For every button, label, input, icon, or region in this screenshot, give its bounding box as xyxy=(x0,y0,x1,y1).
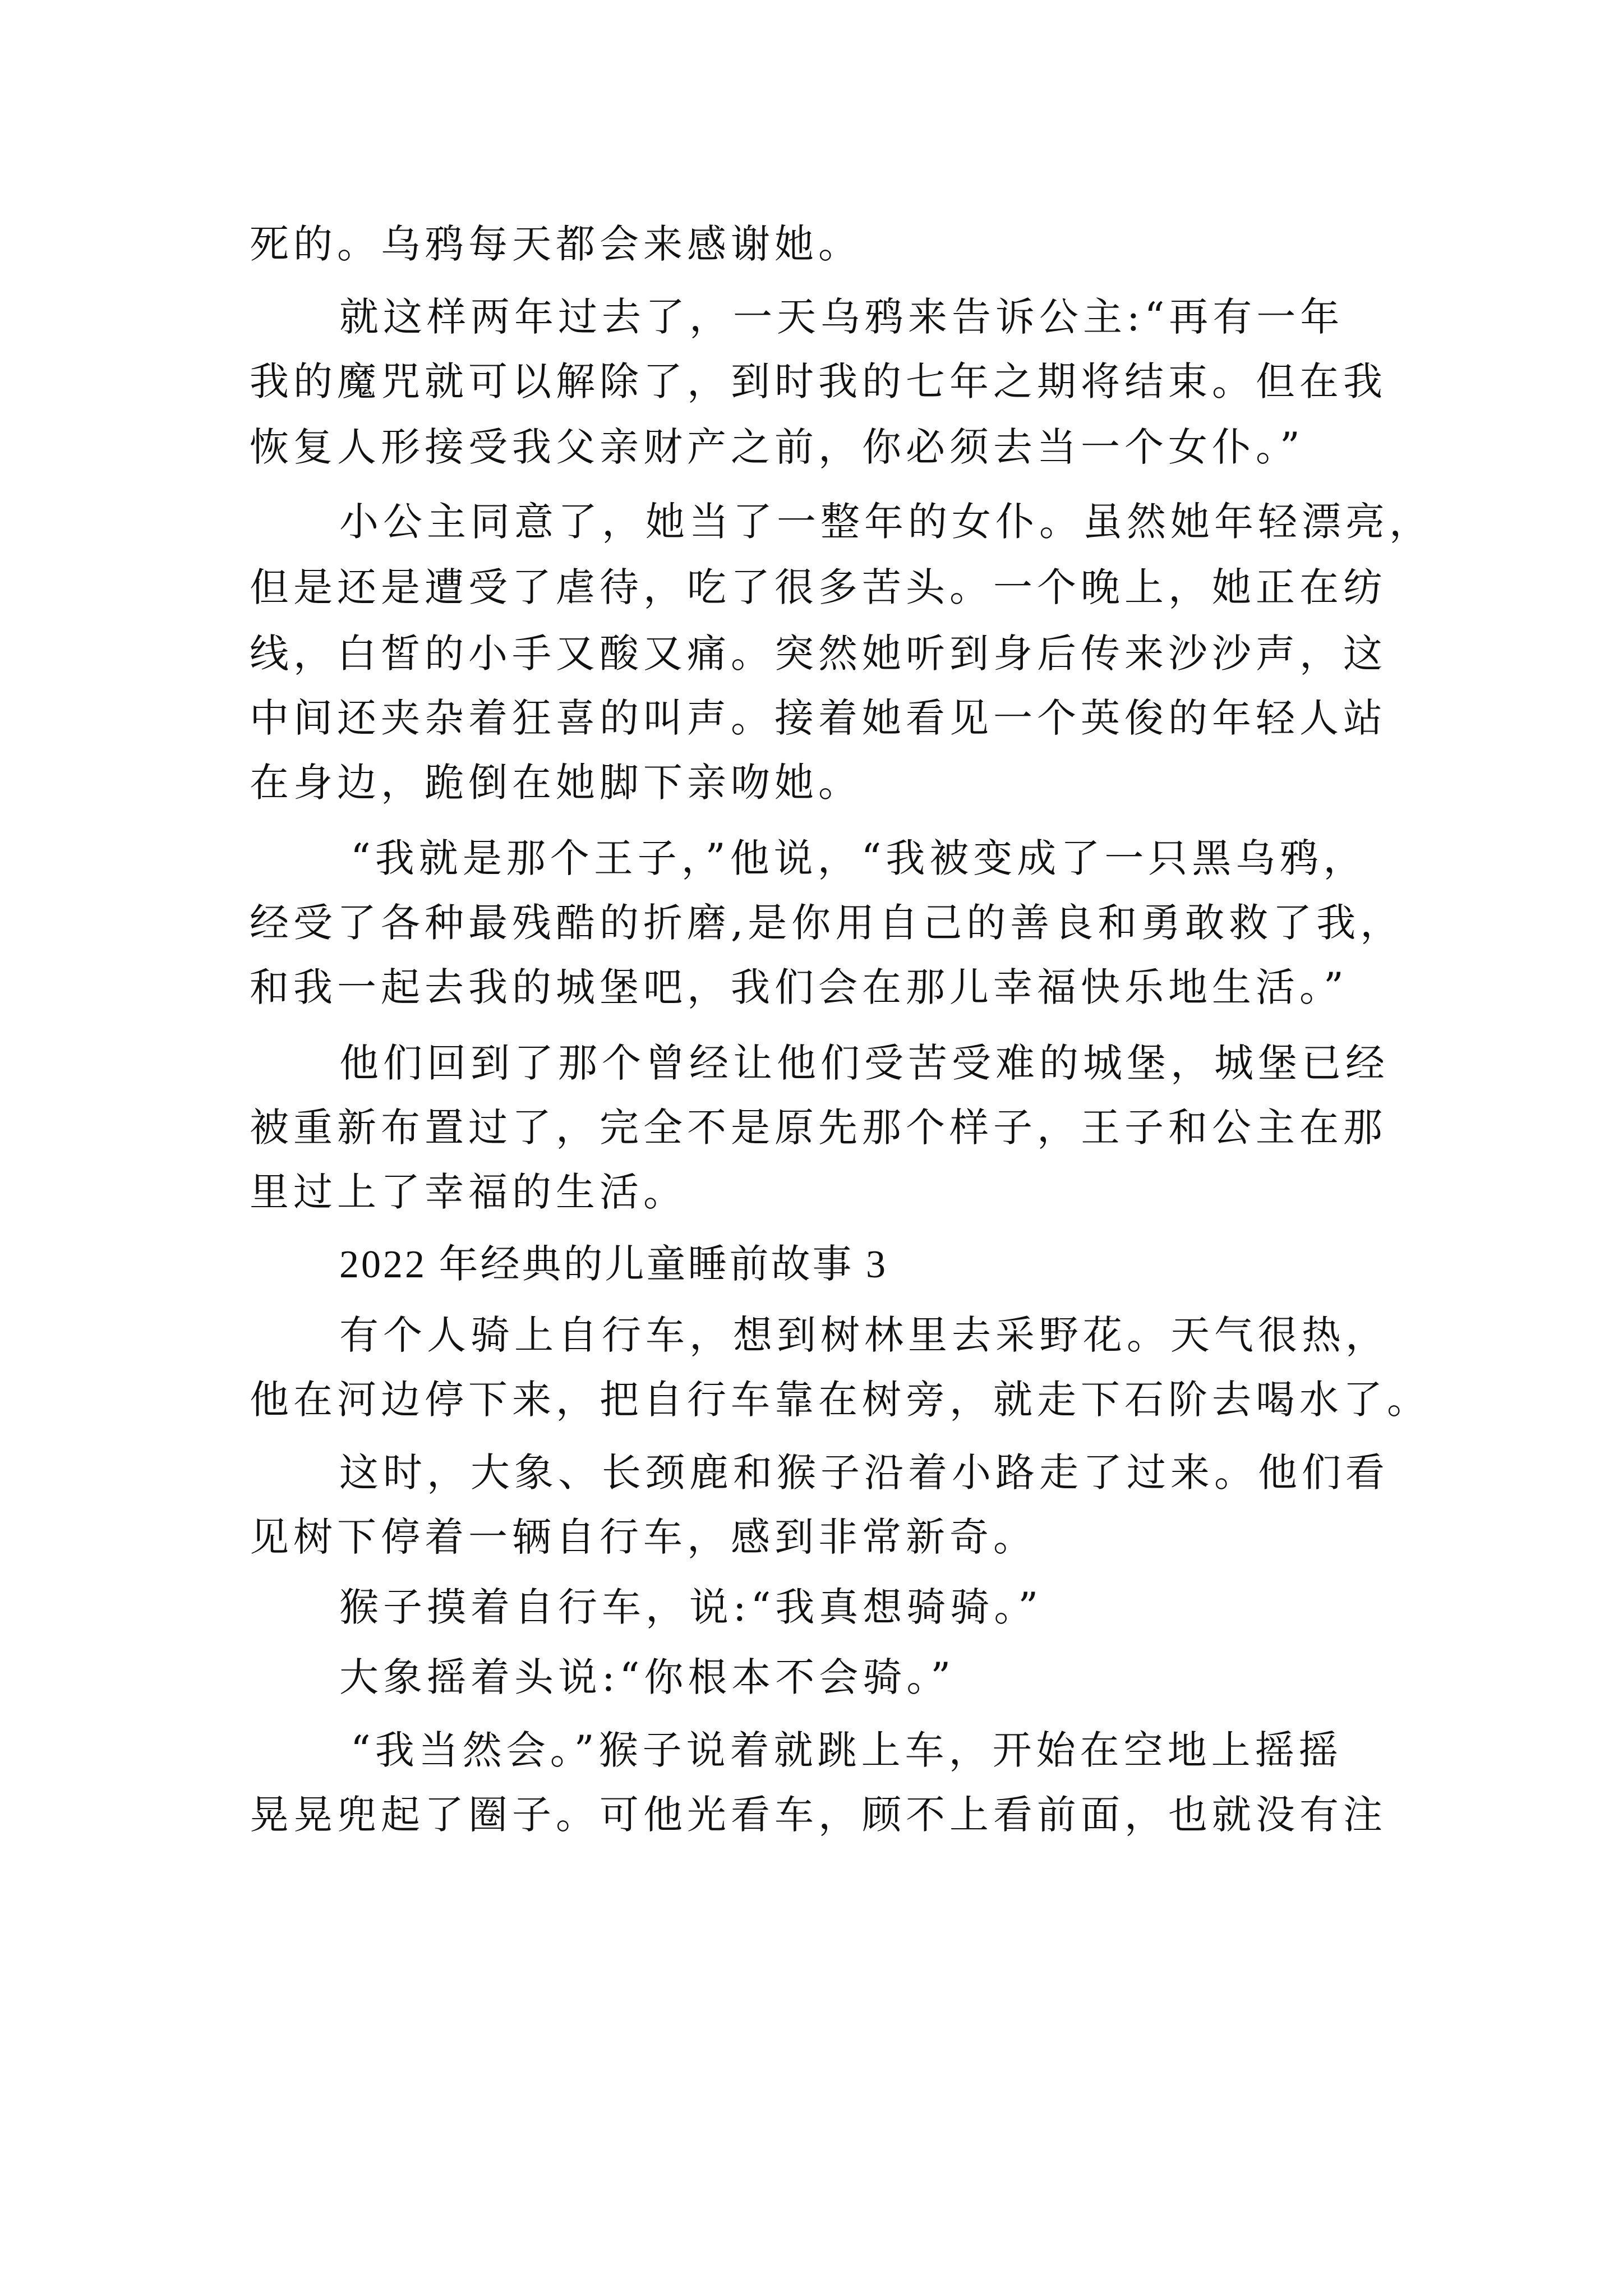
text-line: 死的。乌鸦每天都会来感谢她。 xyxy=(250,221,862,267)
text-line: “我当然会。”猴子说着就跳上车，开始在空地上摇摇 xyxy=(351,1727,1343,1773)
text-line: 恢复人形接受我父亲财产之前，你必须去当一个女仆。” xyxy=(250,424,1304,470)
text-line: 他在河边停下来，把自行车靠在树旁，就走下石阶去喝水了。 xyxy=(250,1377,1431,1423)
text-line: 线，白皙的小手又酸又痛。突然她听到身后传来沙沙声，这 xyxy=(250,631,1387,677)
text-line: 经受了各种最残酷的折磨,是你用自己的善良和勇敢救了我， xyxy=(250,900,1404,946)
section-heading: 2022 年经典的儿童睡前故事 3 xyxy=(339,1243,888,1286)
text-line: 在身边，跪倒在她脚下亲吻她。 xyxy=(250,760,862,806)
text-line: 晃晃兜起了圈子。可他光看车，顾不上看前面，也就没有注 xyxy=(250,1792,1387,1838)
text-line: 被重新布置过了，完全不是原先那个样子，王子和公主在那 xyxy=(250,1105,1387,1151)
text-line: 大象摇着头说:“你根本不会骑。” xyxy=(339,1654,956,1700)
text-line: 就这样两年过去了，一天乌鸦来告诉公主:“再有一年 xyxy=(339,294,1344,340)
text-line: 和我一起去我的城堡吧，我们会在那儿幸福快乐地生活。” xyxy=(250,964,1348,1010)
text-line: 但是还是遭受了虐待，吃了很多苦头。一个晚上，她正在纺 xyxy=(250,564,1387,610)
text-line: 我的魔咒就可以解除了，到时我的七年之期将结束。但在我 xyxy=(250,358,1387,404)
text-line: 见树下停着一辆自行车，感到非常新奇。 xyxy=(250,1514,1037,1560)
text-line: 中间还夹杂着狂喜的叫声。接着她看见一个英俊的年轻人站 xyxy=(250,695,1387,741)
text-line: 这时，大象、长颈鹿和猴子沿着小路走了过来。他们看 xyxy=(339,1450,1389,1496)
text-line: 小公主同意了，她当了一整年的女仆。虽然她年轻漂亮， xyxy=(339,499,1433,545)
text-line: 他们回到了那个曾经让他们受苦受难的城堡，城堡已经 xyxy=(339,1040,1389,1086)
text-line: 有个人骑上自行车，想到树林里去采野花。天气很热， xyxy=(339,1312,1389,1358)
text-line: “我就是那个王子，”他说，“我被变成了一只黑乌鸦， xyxy=(351,835,1367,881)
text-line: 猴子摸着自行车，说:“我真想骑骑。” xyxy=(339,1584,1043,1630)
text-line: 里过上了幸福的生活。 xyxy=(250,1169,687,1215)
